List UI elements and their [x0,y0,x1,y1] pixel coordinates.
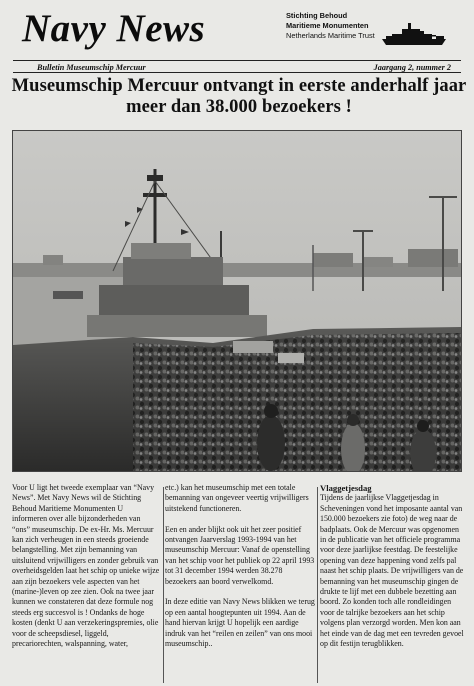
harbor-crowd-photo [12,130,462,472]
column-divider [163,487,164,683]
headline: Museumschip Mercuur ontvangt in eerste anderhalf jaar meer dan 38.000 bezoekers ! [11,76,467,117]
article-paragraph: Tijdens de jaarlijkse Vlaggetjesdag in Scheveningen vond het imposante aantal van 150.000 bezoekers zie foto) de weg naar de badplaats. Ook de Mercuur was opgenomen in de publicatie van het officiele programma voor deze jaarlijkse feestdag. De feestelijke opening van deze happening vond zelfs pal naast het schip plaats. De vrijwilligers van de bemanning van het museumschip gingen de drukte te lijf met een dubbele bezetting aan boord. Zo konden toch alle rondleidingen voor de talrijke bezoekers aan het schip volgens plan verzorgd worden. Men kon aan het einde van de dag met een tevreden gevoel op dit festijn terugblikken. [320,493,464,649]
article-paragraph: In deze editie van Navy News blikken we terug op een aantal hoogtepunten uit 1994. Aan de hand hiervan krijgt U hopelijk een aardige indruk van het “reilen en zeilen” van ons mooi museumschip.. [165,597,315,649]
bulletin-bar [13,60,461,73]
bulletin-name: Bulletin Museumschip Mercuur [37,62,146,72]
article-paragraph: Een en ander blijkt ook uit het zeer positief ontvangen Jaarverslag 1993-1994 van het museumschip Mercuur: Vanaf de openstelling van het schip voor het publiek op 22 april 1993 tot 31 december 1994 werden 38.278 bezoekers aan boord verwelkomd. [165,524,315,586]
article-column-2 [165,483,315,660]
org-name-line3: Netherlands Maritime Trust [286,31,375,40]
warship-silhouette-icon [380,21,450,47]
masthead [0,0,474,58]
article-paragraph: Voor U ligt het tweede exemplaar van “Navy News”. Met Navy News wil de Stichting Behoud Maritieme Monumenten U informeren over alle bijzonderheden van “ons” museumschip. De ex-Hr. Ms. Mercuur kan zich verheugen in een steeds groeiende belangstelling. Met zijn bemanning van uitsluitend vrijwilligers en zonder gebruik van overheidsgelden laat het schip op unieke wijze aan zijn bezoekers vele aspecten van het (marine-)leven op zee zien. Ook na twee jaar kunnen we constateren dat deze formule nog steeds erg succesvol is ! Ondanks de hoge kosten (denkt U aan verzekeringspremies, olie voor de scheepsdiesel, liggeld, precariorechten, walspanning, water, [12,483,160,649]
column-divider [317,487,318,683]
org-name-line2: Maritieme Monumenten [286,21,369,30]
article-body [12,483,462,683]
issue-number: Jaargang 2, nummer 2 [373,62,451,72]
article-paragraph: etc.) kan het museumschip met een totale bemanning van ongeveer veertig vrijwilligers uitstekend functioneren. [165,483,309,513]
article-column-1 [12,483,160,660]
article-column-3 [320,483,464,660]
org-name-line1: Stichting Behoud [286,11,348,20]
section-heading: Vlaggetjesdag [320,483,372,493]
newsletter-title: Navy News [22,7,206,50]
